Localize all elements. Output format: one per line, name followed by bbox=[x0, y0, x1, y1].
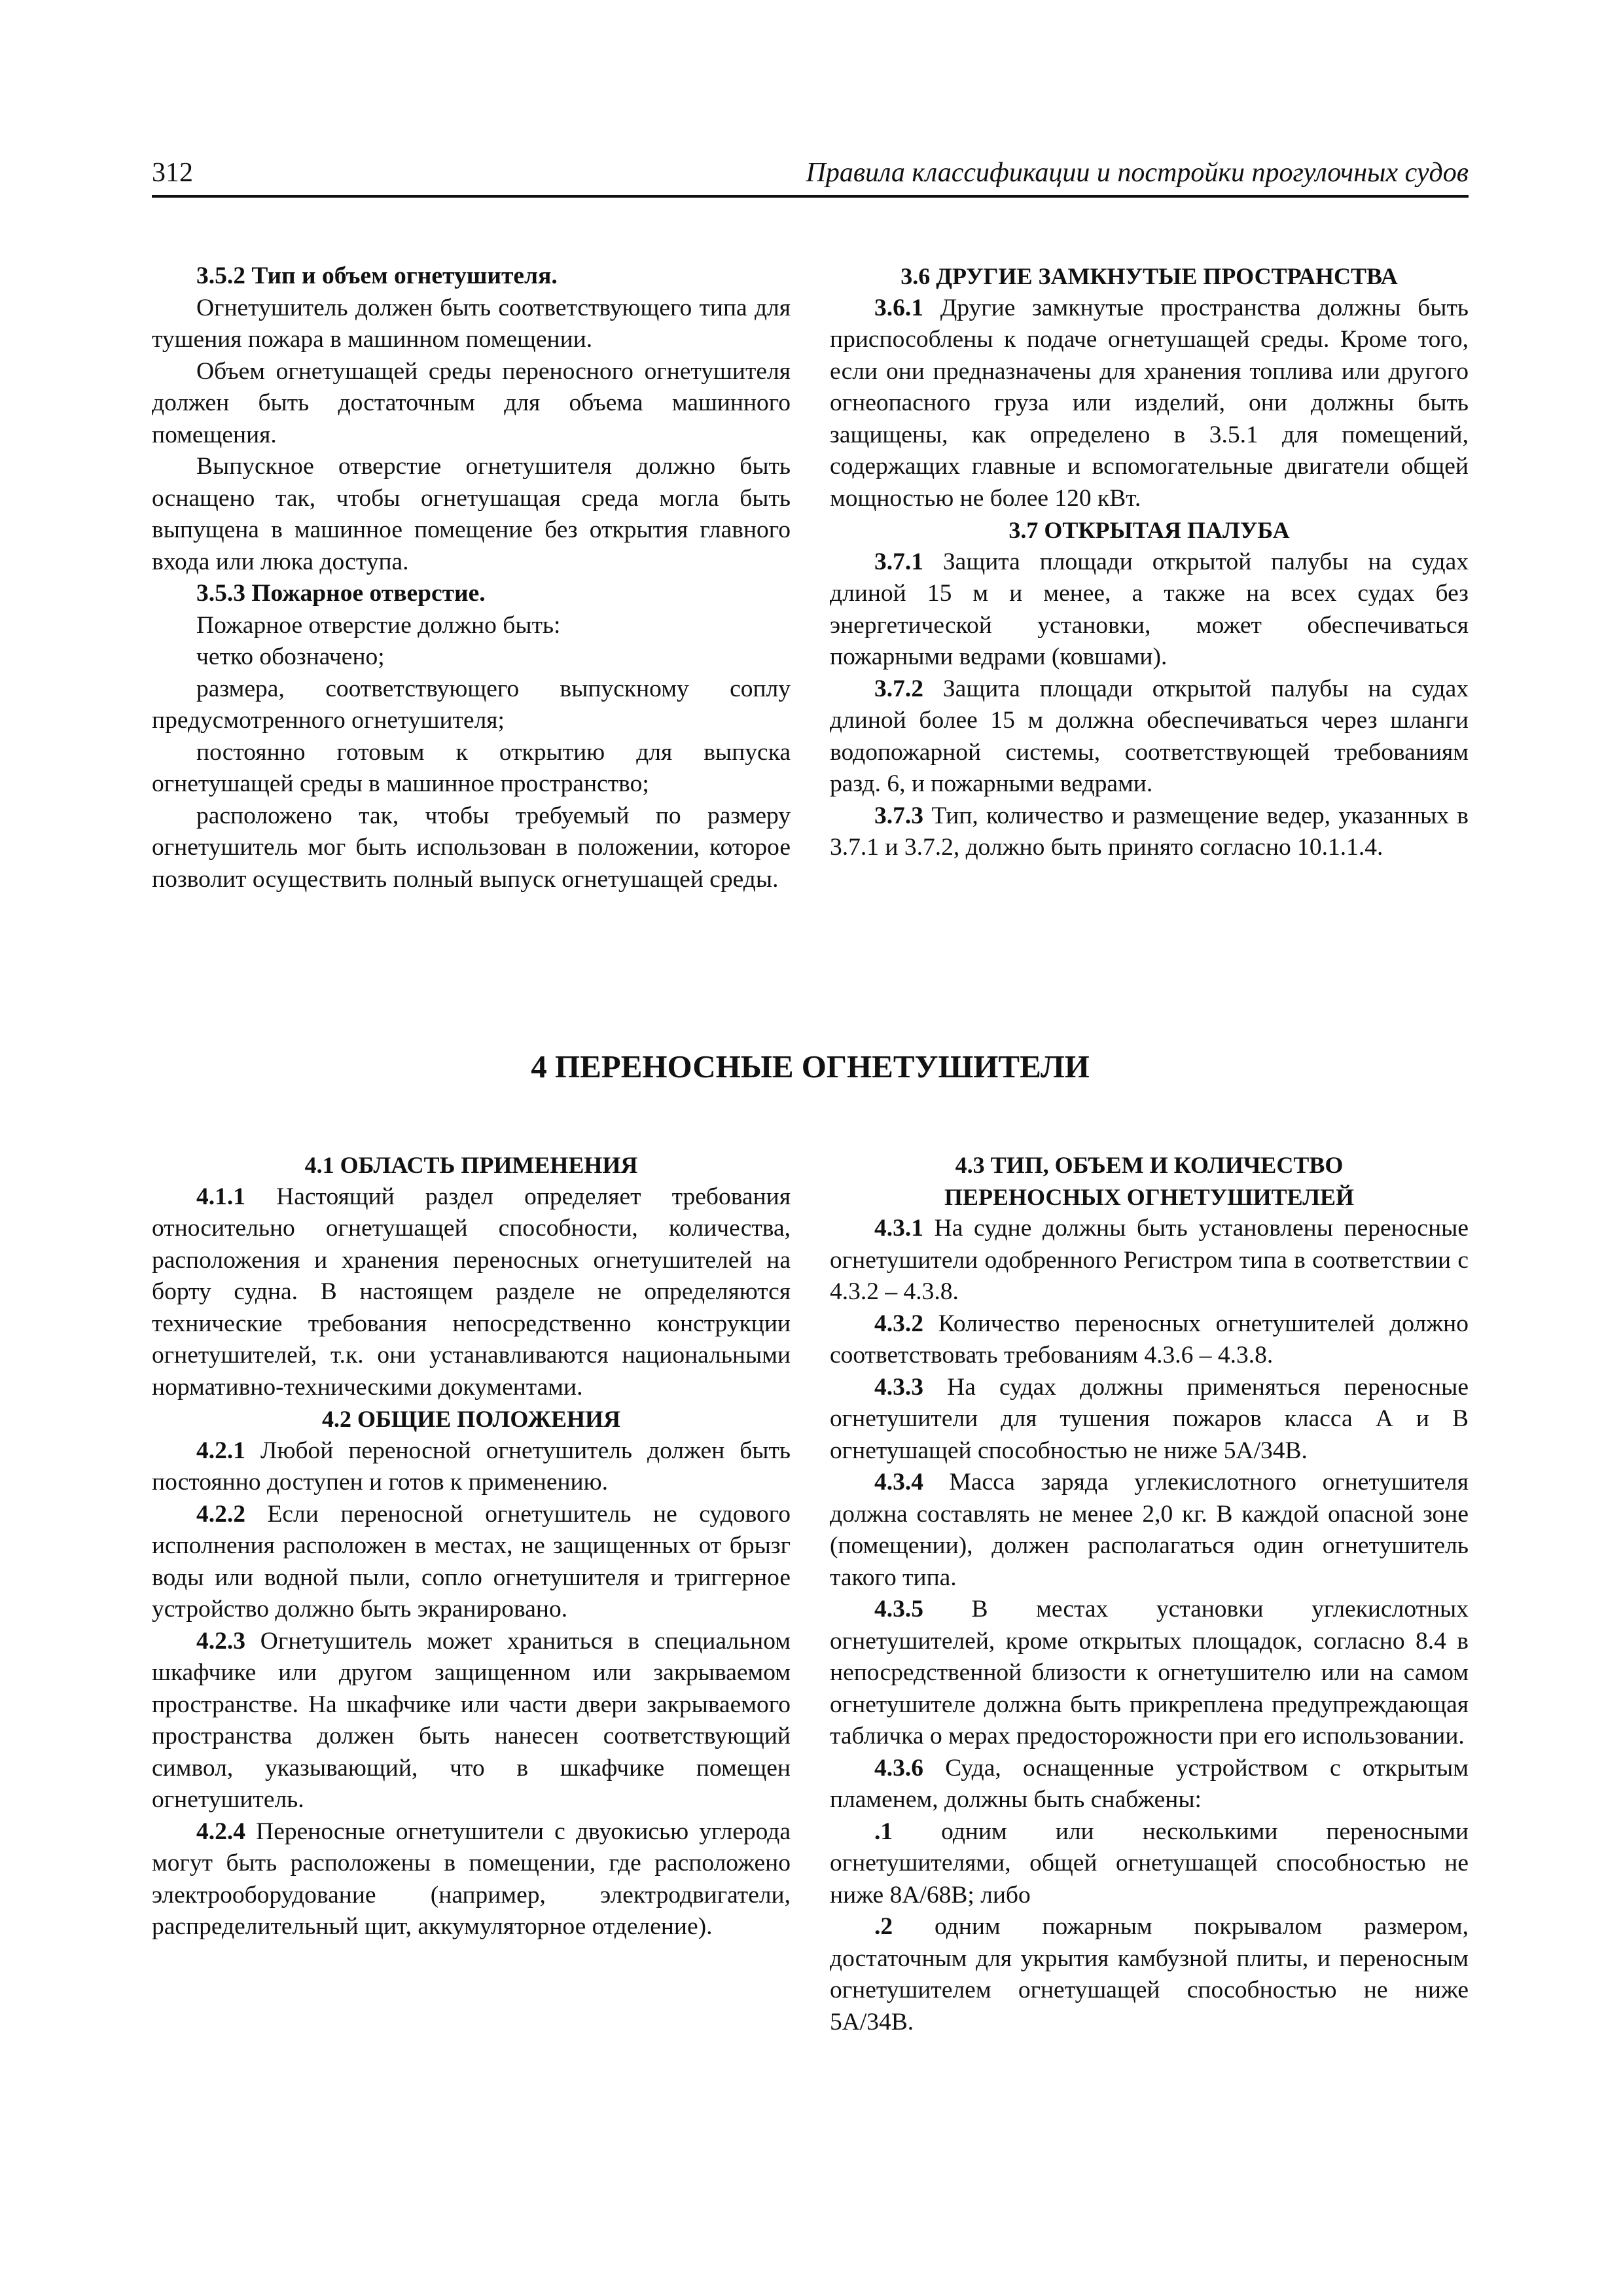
clause-number: 3.7.2 bbox=[874, 675, 923, 702]
item-number: .2 bbox=[874, 1913, 893, 1940]
paragraph: Огнетушитель должен быть соответствующего типа для тушения пожара в машинном помещении. bbox=[152, 294, 791, 353]
paragraph: четко обозначено; bbox=[196, 643, 385, 670]
paragraph-4-3-4: 4.3.4 Масса заряда углекислотного огнетушителя должна составлять не менее 2,0 кг. В каждой опасной зоне (помещении), должен располагаться один огнетушитель такого типа. bbox=[830, 1469, 1469, 1591]
paragraph-4-2-1: 4.2.1 Любой переносной огнетушитель должен быть постоянно доступен и готов к применению. bbox=[152, 1437, 791, 1496]
paragraph-3-7-2: 3.7.2 Защита площади открытой палубы на судах длиной более 15 м должна обеспечиваться через шланги водопожарной системы, соответствующей требованиям разд. 6, и пожарными ведрами. bbox=[830, 675, 1469, 797]
right-column-bottom bbox=[830, 1149, 1469, 2038]
item-number: .1 bbox=[874, 1818, 893, 1845]
section-heading-4-3-line2: ПЕРЕНОСНЫХ ОГНЕТУШИТЕЛЕЙ bbox=[944, 1183, 1355, 1210]
clause-number: 4.3.4 bbox=[874, 1469, 923, 1496]
section-heading-3-6: 3.6 ДРУГИЕ ЗАМКНУТЫЕ ПРОСТРАНСТВА bbox=[901, 263, 1398, 289]
clause-number: 3.6.1 bbox=[874, 294, 923, 321]
paragraph: постоянно готовым к открытию для выпуска огнетушащей среды в машинное пространство; bbox=[152, 738, 791, 797]
clause-number: 3.7.1 bbox=[874, 548, 923, 575]
paragraph-4-3-2: 4.3.2 Количество переносных огнетушителей должно соответствовать требованиям 4.3.6 – 4.3.8. bbox=[830, 1310, 1469, 1369]
clause-number: 4.3.1 bbox=[874, 1215, 923, 1242]
running-title: Правила классификации и постройки прогулочных судов bbox=[806, 158, 1469, 188]
left-column-top bbox=[152, 260, 791, 895]
paragraph: Выпускное отверстие огнетушителя должно быть оснащено так, чтобы огнетушащая среда могла быть выпущена в машинное помещение без открытия главного входа или люка доступа. bbox=[152, 453, 791, 575]
paragraph-4-3-3: 4.3.3 На судах должны применяться переносные огнетушители для тушения пожаров класса А и В огнетушащей способностью не ниже 5А/34В. bbox=[830, 1373, 1469, 1464]
clause-number: 4.3.2 bbox=[874, 1310, 923, 1337]
section-heading-4-3-line1: 4.3 ТИП, ОБЪЕМ И КОЛИЧЕСТВО bbox=[955, 1152, 1344, 1178]
clause-number: 4.3.6 bbox=[874, 1754, 923, 1782]
clause-number: 4.3.3 bbox=[874, 1373, 923, 1401]
paragraph-4-3-1: 4.3.1 На судне должны быть установлены переносные огнетушители одобренного Регистром типа в соответствии с 4.3.2 – 4.3.8. bbox=[830, 1215, 1469, 1305]
page-number: 312 bbox=[152, 158, 193, 188]
paragraph-3-7-3: 3.7.3 Тип, количество и размещение ведер, указанных в 3.7.1 и 3.7.2, должно быть принято согласно 10.1.1.4. bbox=[830, 802, 1469, 861]
paragraph: Пожарное отверстие должно быть: bbox=[196, 611, 561, 639]
list-item-2: .2 одним пожарным покрывалом размером, достаточным для укрытия камбузной плиты, и переносным огнетушителем огнетушащей способностью не ниже 5А/34В. bbox=[830, 1913, 1469, 2036]
clause-number: 4.2.1 bbox=[196, 1437, 245, 1464]
clause-number: 4.1.1 bbox=[196, 1183, 245, 1210]
subsection-heading-3-5-2: 3.5.2 Тип и объем огнетушителя. bbox=[196, 262, 558, 289]
paragraph-4-1-1: 4.1.1 Настоящий раздел определяет требования относительно огнетушащей способности, количества, расположения и хранения переносных огнетушителей на борту судна. В настоящем разделе не определяются технические требования непосредственно конструкции огнетушителей, т.к. они устанавливаются национальными нормативно-техническими документами. bbox=[152, 1183, 791, 1401]
paragraph-4-2-3: 4.2.3 Огнетушитель может храниться в специальном шкафчике или другом защищенном или закрываемом пространстве. На шкафчике или части двери закрываемого пространства должен быть нанесен соответствующий символ, указывающий, что в шкафчике помещен огнетушитель. bbox=[152, 1627, 791, 1813]
clause-number: 4.3.5 bbox=[874, 1596, 923, 1623]
left-column-bottom bbox=[152, 1149, 791, 1943]
clause-number: 3.7.3 bbox=[874, 802, 923, 829]
paragraph: размера, соответствующего выпускному соплу предусмотренного огнетушителя; bbox=[152, 675, 791, 734]
paragraph: расположено так, чтобы требуемый по размеру огнетушитель мог быть использован в положении, которое позволит осуществить полный выпуск огнетушащей среды. bbox=[152, 802, 791, 893]
right-column-top bbox=[830, 260, 1469, 864]
paragraph-4-2-2: 4.2.2 Если переносной огнетушитель не судового исполнения расположен в местах, не защищенных от брызг воды или водной пыли, сопло огнетушителя и триггерное устройство должно быть экранировано. bbox=[152, 1500, 791, 1623]
chapter-title: 4 ПЕРЕНОСНЫЕ ОГНЕТУШИТЕЛИ bbox=[531, 1049, 1090, 1085]
paragraph-3-6-1: 3.6.1 Другие замкнутые пространства должны быть приспособлены к подаче огнетушащей среды. Кроме того, если они предназначены для хранения топлива или другого огнеопасного груза или изделий, они должны быть защищены, как определено в 3.5.1 для помещений, содержащих главные и вспомогательные двигатели общей мощностью не более 120 кВт. bbox=[830, 294, 1469, 512]
clause-number: 4.2.3 bbox=[196, 1627, 245, 1655]
paragraph-4-3-5: 4.3.5 В местах установки углекислотных огнетушителей, кроме открытых площадок, согласно 8.4 в непосредственной близости к огнетушителю или на самом огнетушителе должна быть прикреплена предупреждающая табличка о мерах предосторожности при его использовании. bbox=[830, 1596, 1469, 1749]
paragraph: Объем огнетушащей среды переносного огнетушителя должен быть достаточным для объема машинного помещения. bbox=[152, 357, 791, 448]
clause-number: 4.2.2 bbox=[196, 1500, 245, 1528]
page-header bbox=[152, 153, 1469, 198]
paragraph-4-3-6: 4.3.6 Суда, оснащенные устройством с открытым пламенем, должны быть снабжены: bbox=[830, 1754, 1469, 1813]
clause-number: 4.2.4 bbox=[196, 1818, 245, 1845]
section-heading-4-2: 4.2 ОБЩИЕ ПОЛОЖЕНИЯ bbox=[321, 1406, 621, 1432]
paragraph-4-2-4: 4.2.4 Переносные огнетушители с двуокисью углерода могут быть расположены в помещении, где расположено электрооборудование (например, электродвигатели, распределительный щит, аккумуляторное отделение). bbox=[152, 1818, 791, 1940]
list-item-1: .1 одним или несколькими переносными огнетушителями, общей огнетушащей способностью не ниже 8А/68В; либо bbox=[830, 1818, 1469, 1909]
paragraph-3-7-1: 3.7.1 Защита площади открытой палубы на судах длиной 15 м и менее, а также на всех судах без энергетической установки, может обеспечиваться пожарными ведрами (ковшами). bbox=[830, 548, 1469, 670]
section-heading-4-1: 4.1 ОБЛАСТЬ ПРИМЕНЕНИЯ bbox=[304, 1152, 638, 1178]
subsection-heading-3-5-3: 3.5.3 Пожарное отверстие. bbox=[196, 580, 486, 607]
section-heading-3-7: 3.7 ОТКРЫТАЯ ПАЛУБА bbox=[1008, 517, 1290, 543]
